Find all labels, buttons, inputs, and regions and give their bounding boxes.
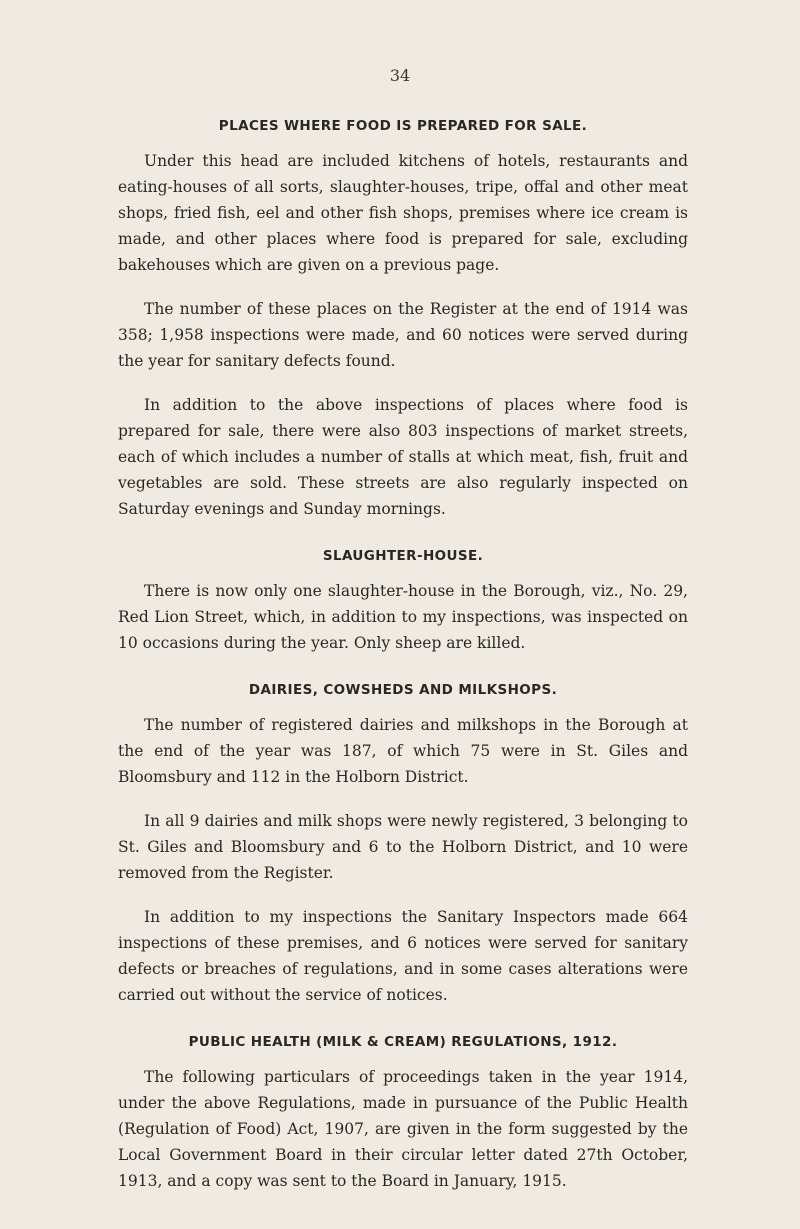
paragraph: In addition to my inspections the Sanitary Inspectors made 664 inspections of these premises, and 6 notices were served for sanitary defects or breaches of regulations, and in some cases alterations were carried out without the service of notices. xyxy=(118,908,688,1004)
paragraph: In all 9 dairies and milk shops were newly registered, 3 belonging to St. Giles and Bloomsbury and 6 to the Holborn District, and 10 were removed from the Register. xyxy=(118,812,688,882)
heading-dairies-cowsheds-milkshops: DAIRIES, COWSHEDS AND MILKSHOPS. xyxy=(248,682,558,698)
heading-milk-cream-regulations: PUBLIC HEALTH (MILK & CREAM) REGULATIONS, 1912. xyxy=(188,1034,618,1050)
page-content xyxy=(118,118,688,1212)
heading-slaughter-house: SLAUGHTER-HOUSE. xyxy=(322,548,484,564)
heading-places-food-prepared: PLACES WHERE FOOD IS PREPARED FOR SALE. xyxy=(218,118,588,134)
paragraph: There is now only one slaughter-house in the Borough, viz., No. 29, Red Lion Street, which, in addition to my inspections, was inspected on 10 occasions during the year. Only sheep are killed. xyxy=(118,582,688,652)
page-number: 34 xyxy=(389,66,411,85)
paragraph: The following particulars of proceedings taken in the year 1914, under the above Regulations, made in pursuance of the Public Health (Regulation of Food) Act, 1907, are given in the form suggested by the Local Government Board in their circular letter dated 27th October, 1913, and a copy was sent to the Board in January, 1915. xyxy=(118,1068,688,1190)
paragraph: The number of these places on the Register at the end of 1914 was 358; 1,958 inspections were made, and 60 notices were served during the year for sanitary defects found. xyxy=(118,300,688,370)
paragraph: Under this head are included kitchens of hotels, restaurants and eating-houses of all sorts, slaughter-houses, tripe, offal and other meat shops, fried fish, eel and other fish shops, premises where ice cream is made, and other places where food is prepared for sale, excluding bakehouses which are given on a previous page. xyxy=(118,152,688,274)
paragraph: The number of registered dairies and milkshops in the Borough at the end of the year was 187, of which 75 were in St. Giles and Bloomsbury and 112 in the Holborn District. xyxy=(118,716,688,786)
paragraph: In addition to the above inspections of places where food is prepared for sale, there were also 803 inspections of market streets, each of which includes a number of stalls at which meat, fish, fruit and vegetables are sold. These streets are also regularly inspected on Saturday evenings and Sunday mornings. xyxy=(118,396,688,518)
